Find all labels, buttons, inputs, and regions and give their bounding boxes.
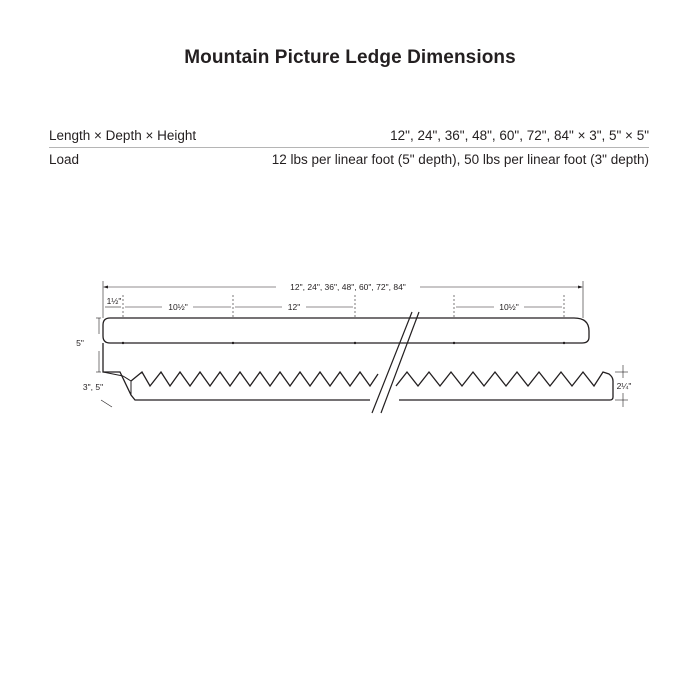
mountain-ridges-left bbox=[131, 372, 378, 386]
right-spacing-label: 10½" bbox=[499, 302, 519, 312]
page-title: Mountain Picture Ledge Dimensions bbox=[184, 47, 516, 68]
spec-label-load: Load bbox=[49, 152, 80, 167]
edge-offset-label: 1½" bbox=[106, 296, 122, 306]
height-label: 5" bbox=[76, 338, 84, 348]
length-dimension-label: 12", 24", 36", 48", 60", 72", 84" bbox=[290, 282, 406, 292]
spec-value-dimensions: 12", 24", 36", 48", 60", 72", 84" × 3", 5" × 5" bbox=[390, 128, 649, 143]
ledge-profile bbox=[103, 343, 613, 400]
spec-value-load: 12 lbs per linear foot (5" depth), 50 lbs per linear foot (3" depth) bbox=[271, 152, 649, 167]
center-spacing-label: 12" bbox=[287, 302, 301, 312]
depth-label: 3", 5" bbox=[82, 382, 104, 392]
left-spacing-label: 10½" bbox=[168, 302, 188, 312]
ledge-top-board bbox=[103, 318, 589, 343]
spec-label-dimensions: Length × Depth × Height bbox=[49, 128, 197, 143]
lip-height-label: 2¼" bbox=[616, 381, 632, 391]
